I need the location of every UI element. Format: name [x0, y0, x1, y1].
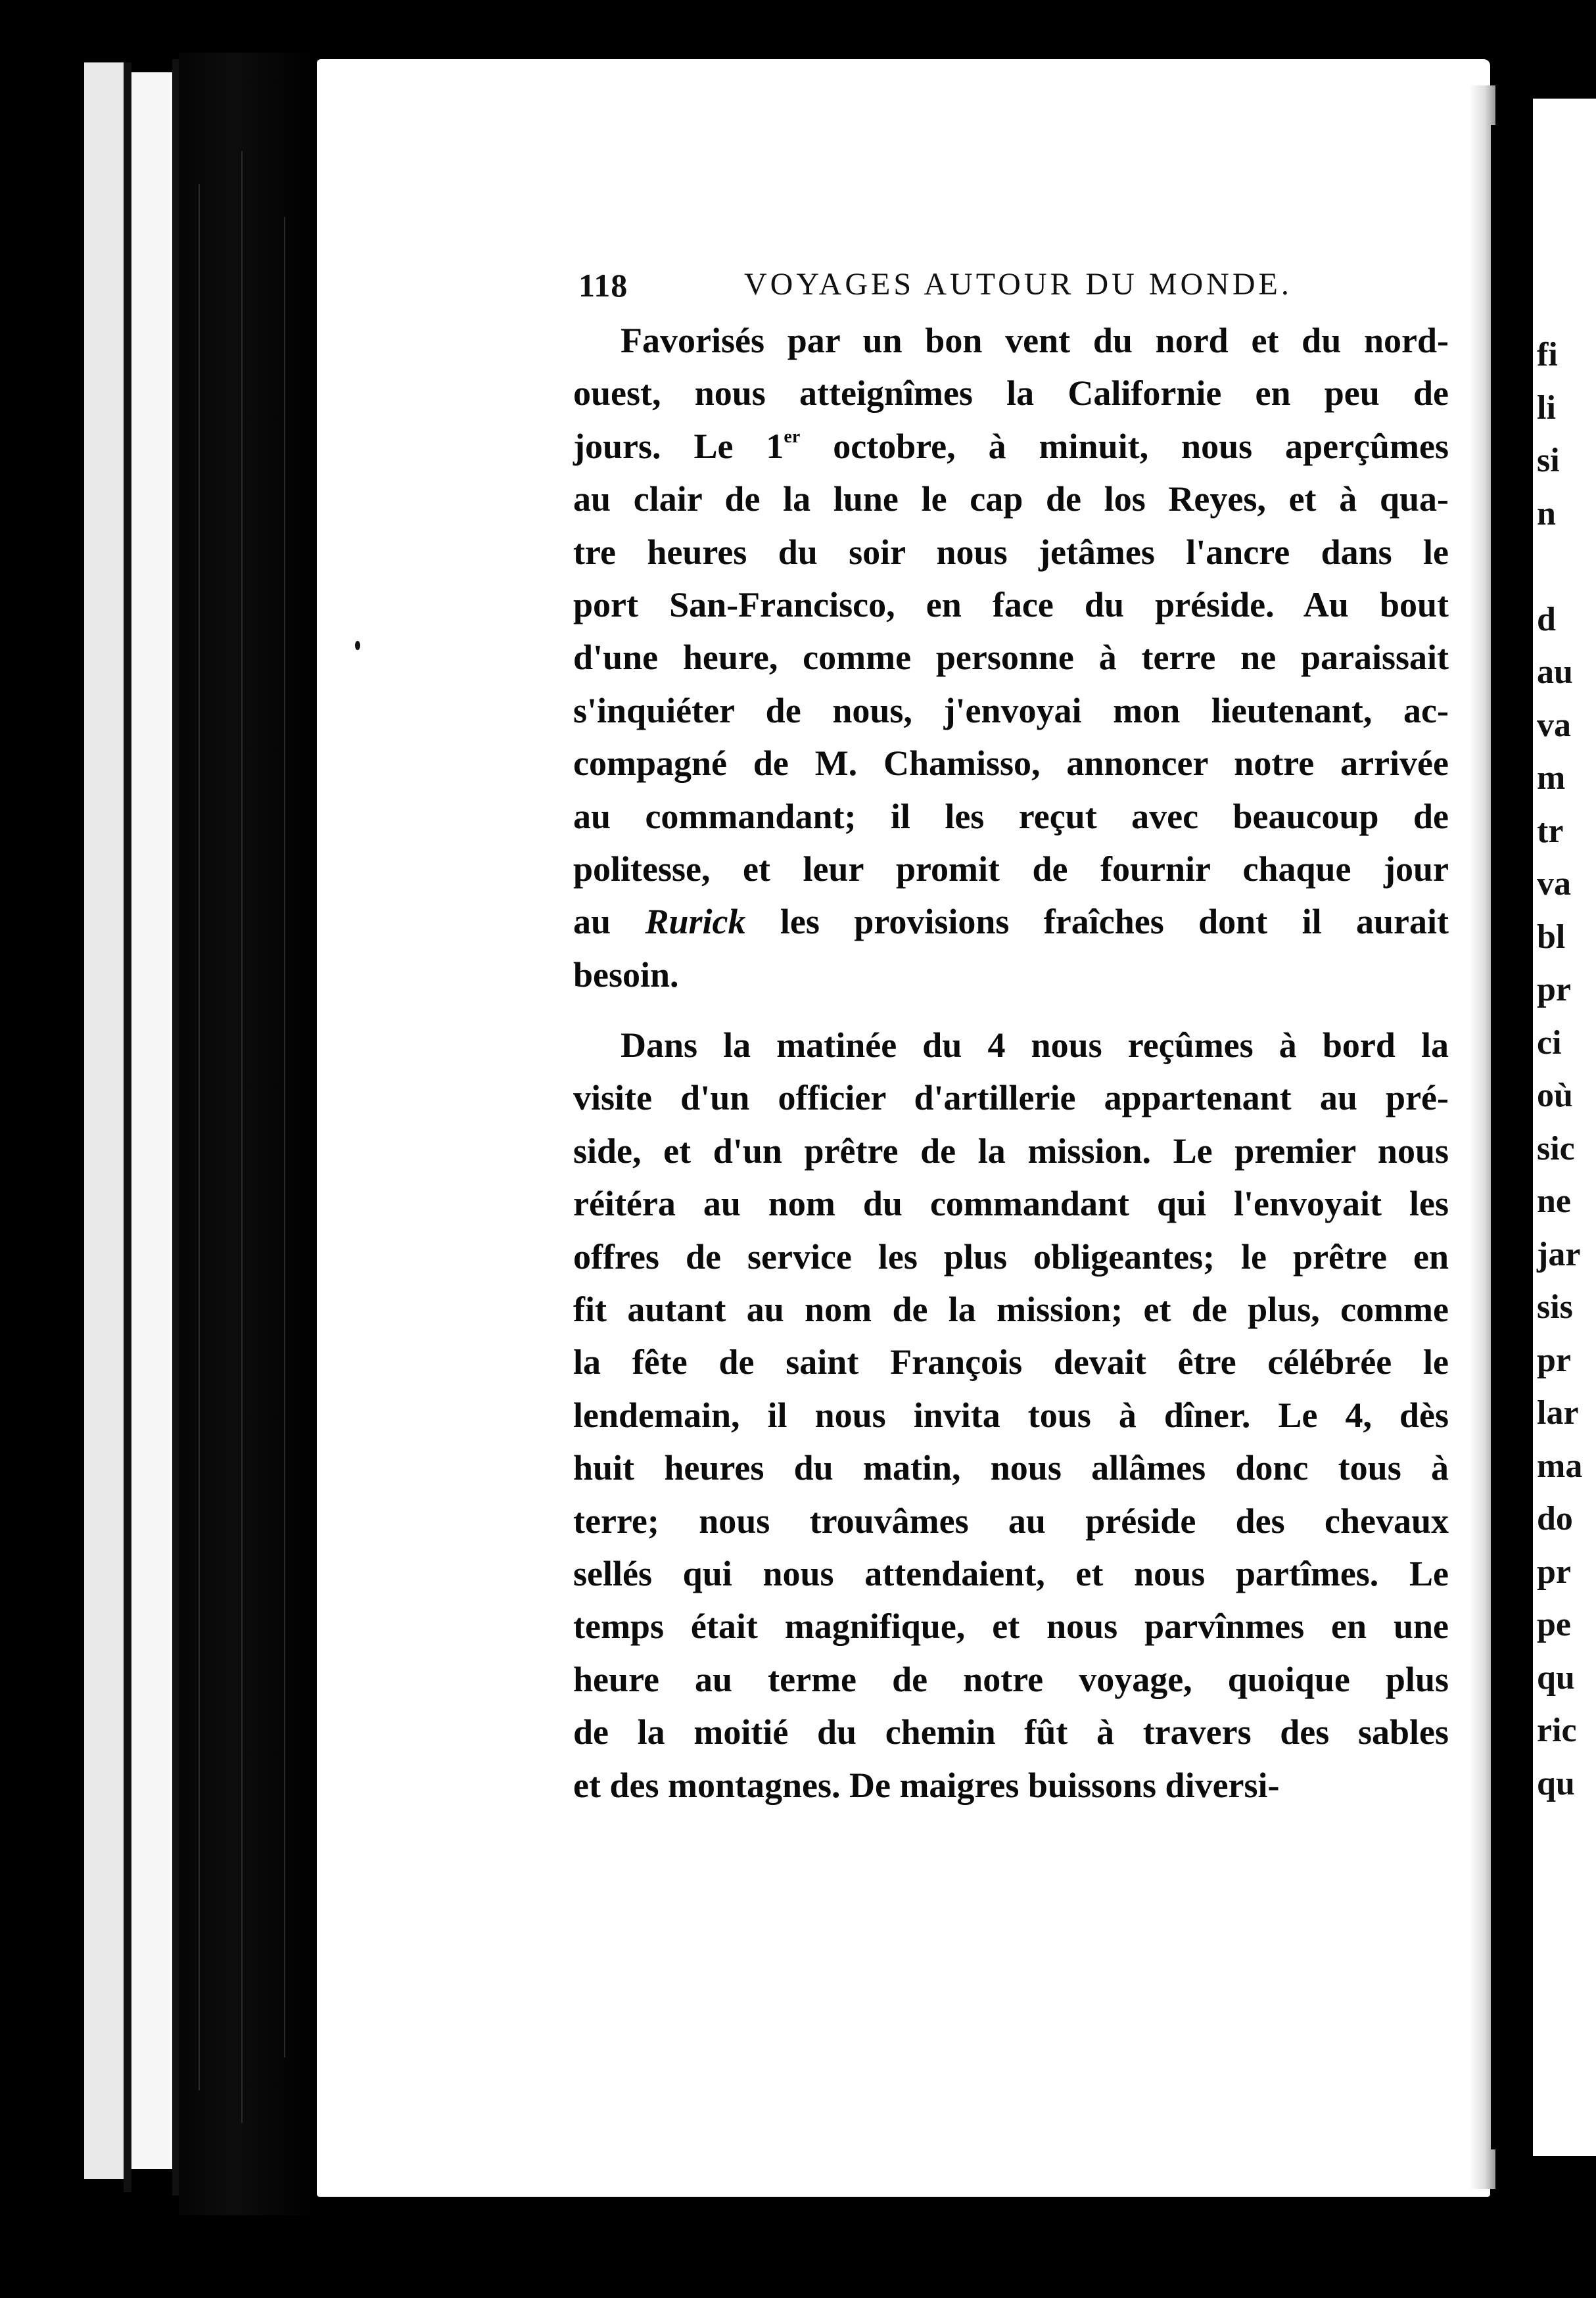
text-line: jours. Le 1er octobre, à minuit, nous aperçûmes — [573, 426, 1449, 466]
page-edge-strip — [131, 72, 172, 2169]
text-line: offres de service les plus obligeantes; le prêtre en — [573, 1236, 1449, 1277]
text-line: port San-Francisco, en face du préside. Au bout — [573, 584, 1449, 624]
spine-fiber — [241, 151, 243, 2123]
text-line: fit autant au nom de la mission; et de plus, comme — [573, 1290, 1449, 1330]
text-line: ouest, nous atteignîmes la Californie en peu de — [573, 373, 1449, 413]
running-header — [578, 266, 1315, 306]
text-line: de la moitié du chemin fût à travers des sables — [573, 1712, 1449, 1752]
spine-fiber — [284, 217, 285, 2057]
text-line: Dans la matinée du 4 nous reçûmes à bord la — [621, 1025, 1449, 1066]
text-line: et des montagnes. De maigres buissons diversi- — [573, 1765, 1280, 1805]
paragraph — [573, 314, 1449, 1001]
text-line: compagné de M. Chamisso, annoncer notre arrivée — [573, 743, 1449, 784]
page-edge-strip — [84, 62, 124, 2179]
scan-speck — [355, 641, 360, 650]
next-page-text-fragments: fi li si n d au va m tr va bl pr ci où sic ne jar sis pr lar ma do pr pe qu ric qu — [1537, 336, 1583, 1802]
text-line: réitéra au nom du commandant qui l'envoyait les — [573, 1184, 1449, 1224]
page-gutter — [1491, 125, 1536, 2149]
text-line: temps était magnifique, et nous parvînmes en une — [573, 1606, 1449, 1647]
page-edge-line — [172, 59, 179, 2195]
text-line: huit heures du matin, nous allâmes donc tous à — [573, 1448, 1449, 1488]
paragraph — [573, 1019, 1449, 1812]
text-line: s'inquiéter de nous, j'envoyai mon lieutenant, ac- — [573, 690, 1449, 730]
text-line: politesse, et leur promit de fournir chaque jour — [573, 849, 1449, 889]
scan-bottom-border — [317, 2197, 1566, 2298]
text-line: au Rurick les provisions fraîches dont il aurait — [573, 902, 1449, 942]
text-line: heure au terme de notre voyage, quoique plus — [573, 1659, 1449, 1699]
running-title: VOYAGES AUTOUR DU MONDE. — [744, 267, 1292, 302]
text-line: lendemain, il nous invita tous à dîner. Le 4, dès — [573, 1395, 1449, 1435]
page-edge-line — [124, 62, 131, 2192]
book-spine — [179, 53, 317, 2215]
text-line: terre; nous trouvâmes au préside des chevaux — [573, 1501, 1449, 1541]
text-line: au commandant; il les reçut avec beaucoup de — [573, 796, 1449, 836]
text-line: sellés qui nous attendaient, et nous partîmes. Le — [573, 1553, 1449, 1593]
text-line: au clair de la lune le cap de los Reyes, et à qua- — [573, 479, 1449, 519]
text-line: la fête de saint François devait être célébrée le — [573, 1342, 1449, 1382]
ship-name: Rurick — [645, 902, 746, 942]
text-line: visite d'un officier d'artillerie appartenant au pré- — [573, 1078, 1449, 1118]
text-line: tre heures du soir nous jetâmes l'ancre dans le — [573, 532, 1449, 572]
text-line: side, et d'un prêtre de la mission. Le premier nous — [573, 1131, 1449, 1171]
spine-fiber — [199, 184, 200, 2090]
ordinal-superscript: er — [784, 426, 801, 447]
text-line: d'une heure, comme personne à terre ne paraissait — [573, 638, 1449, 678]
text-line: besoin. — [573, 954, 679, 995]
page-number: 118 — [578, 267, 628, 304]
body-text — [573, 314, 1449, 1812]
text-line: Favorisés par un bon vent du nord et du nord- — [621, 321, 1449, 360]
